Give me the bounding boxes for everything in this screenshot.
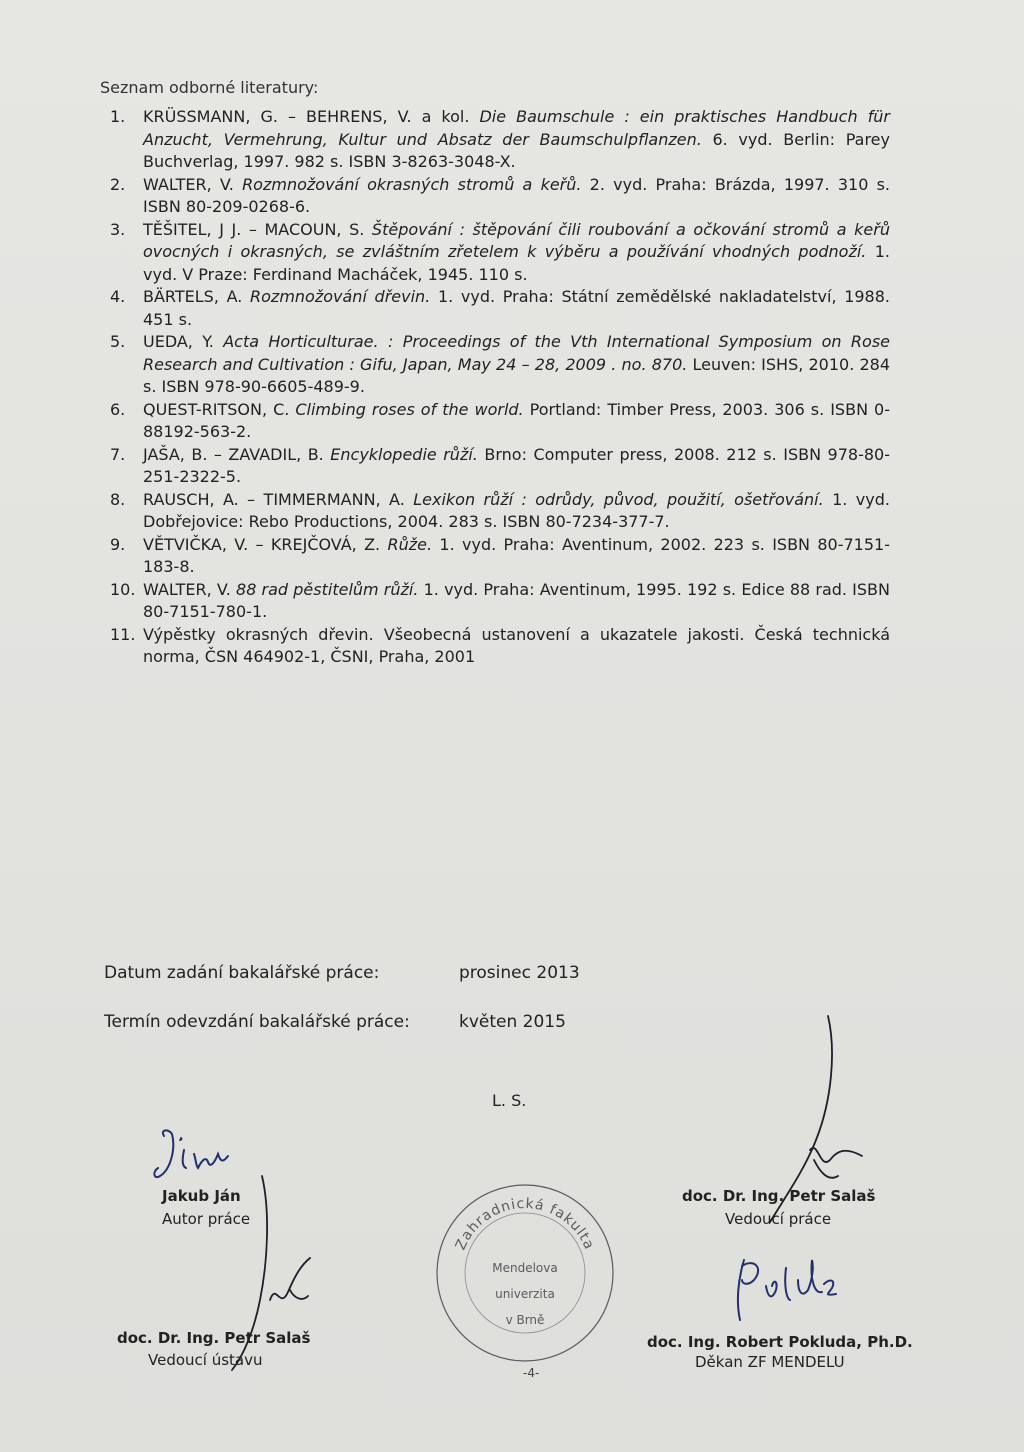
reference-item <box>110 286 890 331</box>
reference-number: 2. <box>110 174 126 194</box>
page-number: -4- <box>523 1366 540 1380</box>
supervisor-role: Vedoucí práce <box>725 1210 832 1228</box>
reference-number: 4. <box>110 287 126 306</box>
reference-number: 7. <box>110 444 126 464</box>
reference-list-heading: Seznam odborné literatury: <box>100 78 319 97</box>
author-name: Jakub Ján <box>162 1187 241 1205</box>
submission-date-value: květen 2015 <box>459 1012 566 1032</box>
reference-text <box>143 399 890 444</box>
reference-text <box>143 106 890 174</box>
faculty-stamp <box>432 1180 618 1366</box>
reference-number: 3. <box>110 219 126 239</box>
reference-item <box>110 624 890 669</box>
stamp-line-1: Mendelova <box>492 1261 558 1275</box>
supervisor-name: doc. Dr. Ing. Petr Salaš <box>682 1187 876 1205</box>
author-role: Autor práce <box>162 1210 251 1228</box>
reference-number: 8. <box>110 489 126 509</box>
assignment-date-value: prosinec 2013 <box>459 963 580 983</box>
dean-signature <box>728 1250 848 1330</box>
institute-head-name: doc. Dr. Ing. Petr Salaš <box>117 1329 311 1347</box>
reference-text <box>143 286 890 331</box>
reference-item <box>110 579 890 624</box>
reference-text <box>143 331 890 399</box>
reference-text <box>143 624 890 669</box>
reference-item <box>110 219 890 287</box>
reference-text <box>143 444 890 489</box>
stamp-outer-text: Zahradnická fakulta <box>452 1195 598 1253</box>
reference-publication: 1. vyd. Praha: Aventinum, 2002. 223 s. ISBN 80-7151-183-8. <box>143 534 890 576</box>
reference-authors: QUEST-RITSON, C. <box>143 399 296 419</box>
reference-title: 88 rad pěstitelům růží. <box>236 579 419 599</box>
reference-title: Acta Horticulturae. : Proceedings of the Vth International Symposium on Rose Research and Cultivation : Gifu, Japan, May 24 – 28, 2009 . no. 870. <box>143 332 890 374</box>
reference-title: Lexikon růží : odrůdy, původ, použití, ošetřování. <box>413 489 824 509</box>
institute-head-role: Vedoucí ústavu <box>148 1351 263 1369</box>
reference-authors: JAŠA, B. – ZAVADIL, B. <box>143 444 331 464</box>
reference-text <box>143 174 890 219</box>
reference-publication: 1. vyd. Praha: Aventinum, 1995. 192 s. Edice 88 rad. ISBN 80-7151-780-1. <box>143 579 891 621</box>
reference-item <box>110 489 890 534</box>
reference-text <box>143 579 890 624</box>
reference-authors: TĚŠITEL, J J. – MACOUN, S. <box>143 219 372 239</box>
reference-list <box>110 106 890 669</box>
reference-publication: 6. vyd. Berlin: Parey Buchverlag, 1997. 982 s. ISBN 3-8263-3048-X. <box>143 129 890 171</box>
reference-authors: Výpěstky okrasných dřevin. Všeobecná ustanovení a ukazatele jakosti. Česká technická norma, ČSN 464902-1, ČSNI, Praha, 2001 <box>143 624 890 666</box>
reference-text <box>143 534 890 579</box>
reference-item <box>110 399 890 444</box>
institute-head-signature <box>210 1170 320 1380</box>
reference-number: 9. <box>110 534 126 554</box>
reference-item <box>110 174 890 219</box>
reference-title: Climbing roses of the world. <box>295 399 524 419</box>
reference-number: 6. <box>110 399 126 419</box>
reference-title: Rozmnožování dřevin. <box>250 287 431 306</box>
reference-text <box>143 219 890 287</box>
reference-publication: Leuven: ISHS, 2010. 284 s. ISBN 978-90-6605-489-9. <box>143 354 891 396</box>
assignment-date-label: Datum zadání bakalářské práce: <box>104 963 380 983</box>
reference-publication: 1. vyd. V Praze: Ferdinand Macháček, 1945. 110 s. <box>143 242 891 284</box>
reference-item <box>110 444 890 489</box>
reference-title: Encyklopedie růží. <box>330 444 478 464</box>
stamp-line-3: v Brně <box>505 1313 545 1327</box>
reference-number: 5. <box>110 332 126 351</box>
reference-text <box>143 489 890 534</box>
reference-item <box>110 534 890 579</box>
svg-text:Zahradnická fakulta <box>453 1196 597 1253</box>
reference-number: 11. <box>110 624 136 644</box>
reference-authors: UEDA, Y. <box>143 332 224 351</box>
reference-publication: Portland: Timber Press, 2003. 306 s. ISBN 0-88192-563-2. <box>143 399 891 441</box>
reference-authors: WALTER, V. <box>143 579 237 599</box>
reference-authors: KRÜSSMANN, G. – BEHRENS, V. a kol. <box>143 107 480 126</box>
reference-item <box>110 331 890 399</box>
reference-item <box>110 106 890 174</box>
dean-name: doc. Ing. Robert Pokluda, Ph.D. <box>647 1333 913 1351</box>
reference-authors: VĚTVIČKA, V. – KREJČOVÁ, Z. <box>143 534 388 554</box>
reference-authors: WALTER, V. <box>143 174 243 194</box>
seal-placeholder-mark: L. S. <box>492 1091 527 1110</box>
reference-publication: 1. vyd. Praha: Státní zemědělské nakladatelství, 1988. 451 s. <box>143 287 890 329</box>
stamp-line-2: univerzita <box>495 1287 555 1301</box>
dean-role: Děkan ZF MENDELU <box>695 1353 845 1371</box>
reference-authors: RAUSCH, A. – TIMMERMANN, A. <box>143 489 414 509</box>
submission-date-label: Termín odevzdání bakalářské práce: <box>104 1012 410 1032</box>
reference-title: Štěpování : štěpování čili roubování a očkování stromů a keřů ovocných i okrasných, se zvláštním zřetelem k výběru a používání vhodných podnoží. <box>143 219 890 261</box>
reference-authors: BÄRTELS, A. <box>143 287 251 306</box>
reference-title: Rozmnožování okrasných stromů a keřů. <box>242 174 582 194</box>
reference-publication: 1. vyd. Dobřejovice: Rebo Productions, 2004. 283 s. ISBN 80-7234-377-7. <box>143 489 890 531</box>
reference-publication: 2. vyd. Praha: Brázda, 1997. 310 s. ISBN 80-209-0268-6. <box>143 174 891 216</box>
reference-title: Die Baumschule : ein praktisches Handbuch für Anzucht, Vermehrung, Kultur und Absatz der Baumschulpflanzen. <box>143 107 890 149</box>
reference-number: 1. <box>110 107 126 126</box>
reference-title: Růže. <box>387 534 433 554</box>
reference-publication: Brno: Computer press, 2008. 212 s. ISBN 978-80-251-2322-5. <box>143 444 890 486</box>
reference-number: 10. <box>110 579 136 599</box>
